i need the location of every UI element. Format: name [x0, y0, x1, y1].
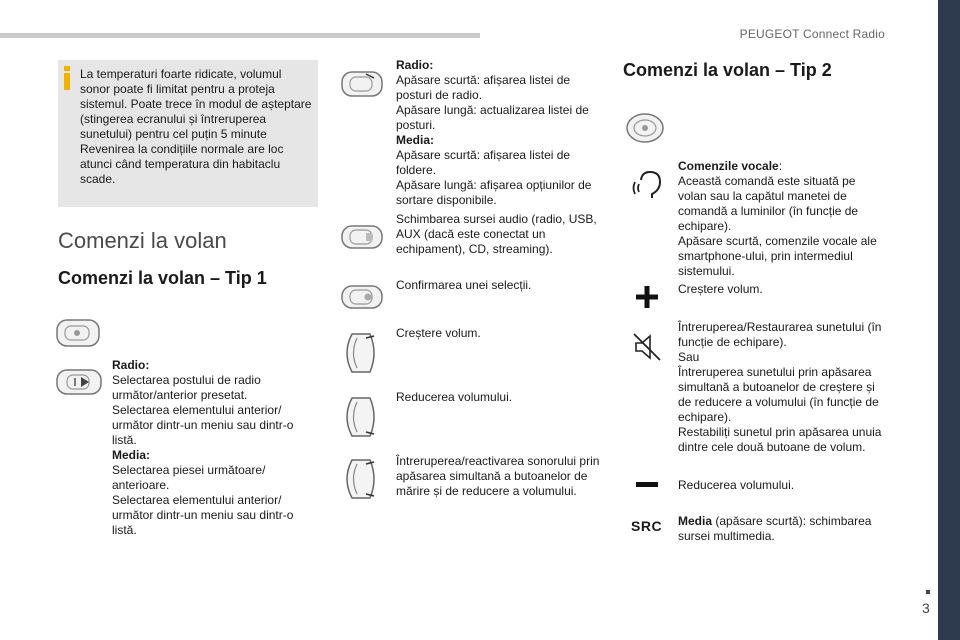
chapter-sidebar [938, 0, 960, 640]
info-icon [64, 66, 70, 90]
tip1-entry5: Creștere volum. [396, 326, 481, 340]
tip2-voice-entry: Comenzile vocale: Această comandă este situată pe volan sau la capătul manetei de comandă a luminilor (în funcție de echipare). Apăsare scurtă, comenzile vocale ale smartphone-ului, prin intermediul sistemului. [678, 159, 877, 278]
steering-wheel-icon [625, 112, 665, 144]
tip2-title: Comenzi la volan – Tip 2 [623, 60, 832, 80]
tip1-entry7: Întreruperea/reactivarea sonorului prin apăsarea simultană a butoanelor de mărire și de reducere a volumului. [396, 454, 600, 498]
tip1-entry3: Schimbarea sursei audio (radio, USB, AUX (dacă este conectat un echipament), CD, streaming). [396, 212, 597, 256]
tip2-minus-entry: Reducerea volumului. [678, 478, 795, 492]
page-marker-dot [926, 590, 930, 594]
voice-command-icon [630, 168, 664, 202]
src-symbol: SRC [631, 518, 663, 534]
section-title: Comenzi la volan [58, 228, 227, 253]
tip1-entry2: Radio: Apăsare scurtă: afișarea listei de posturi de radio. Apăsare lungă: actualizarea listei de posturi. Media: Apăsare scurtă: afișarea listei de foldere. Apăsare lungă: afișarea opțiunilor de sortare disponibile. [396, 58, 592, 207]
tip2-plus-entry: Creștere volum. [678, 282, 763, 296]
tip1-entry6: Reducerea volumului. [396, 390, 513, 404]
scroll-wheel-press-icon [340, 70, 384, 98]
minus-icon [635, 480, 659, 490]
page-number [922, 590, 930, 616]
info-text: La temperaturi foarte ridicate, volumul sonor poate fi limitat pentru a proteja sistemul. Poate trece în modul de așteptare (stingerea ecranului și întreruperea sunetului) pentru cel puțin 5 minute Revenirea la condițiile normale are loc atunci când temperatura din habitaclu scade. [80, 67, 312, 186]
top-rule [0, 33, 480, 38]
volume-down-lever-icon [340, 394, 380, 440]
volume-up-lever-icon [340, 330, 380, 376]
scroll-wheel-icon [55, 368, 103, 396]
page-number-text: 3 [922, 600, 930, 616]
plus-icon [635, 285, 659, 309]
mute-speaker-icon [632, 332, 662, 362]
info-box [58, 60, 318, 207]
steering-control-panel-icon [55, 318, 101, 348]
tip1-entry1: Radio: Selectarea postului de radio următor/anterior presetat. Selectarea elementului anterior/ următor dintr-un meniu sau dintr-o listă. Media: Selectarea piesei următoare/ anterioare. Selectarea elementului anterior/ următor dintr-un meniu sau dintr-o listă. [112, 358, 294, 537]
source-button-icon [340, 224, 384, 250]
mute-lever-icon [340, 456, 380, 502]
tip1-title: Comenzi la volan – Tip 1 [58, 268, 267, 288]
tip1-entry4: Confirmarea unei selecții. [396, 278, 532, 292]
tip2-mute-entry: Întreruperea/Restaurarea sunetului (în funcție de echipare). Sau Întreruperea sunetului prin apăsarea simultană a butoanelor de creștere și de reducere a volumului (în funcție de echipare). Restabiliți sunetul prin apăsarea unuia dintre cele două butoane de volum. [678, 320, 882, 454]
running-header: PEUGEOT Connect Radio [739, 27, 885, 41]
confirm-button-icon [340, 284, 384, 310]
tip2-src-entry: Media (apăsare scurtă): schimbarea sursei multimedia. [678, 514, 872, 543]
